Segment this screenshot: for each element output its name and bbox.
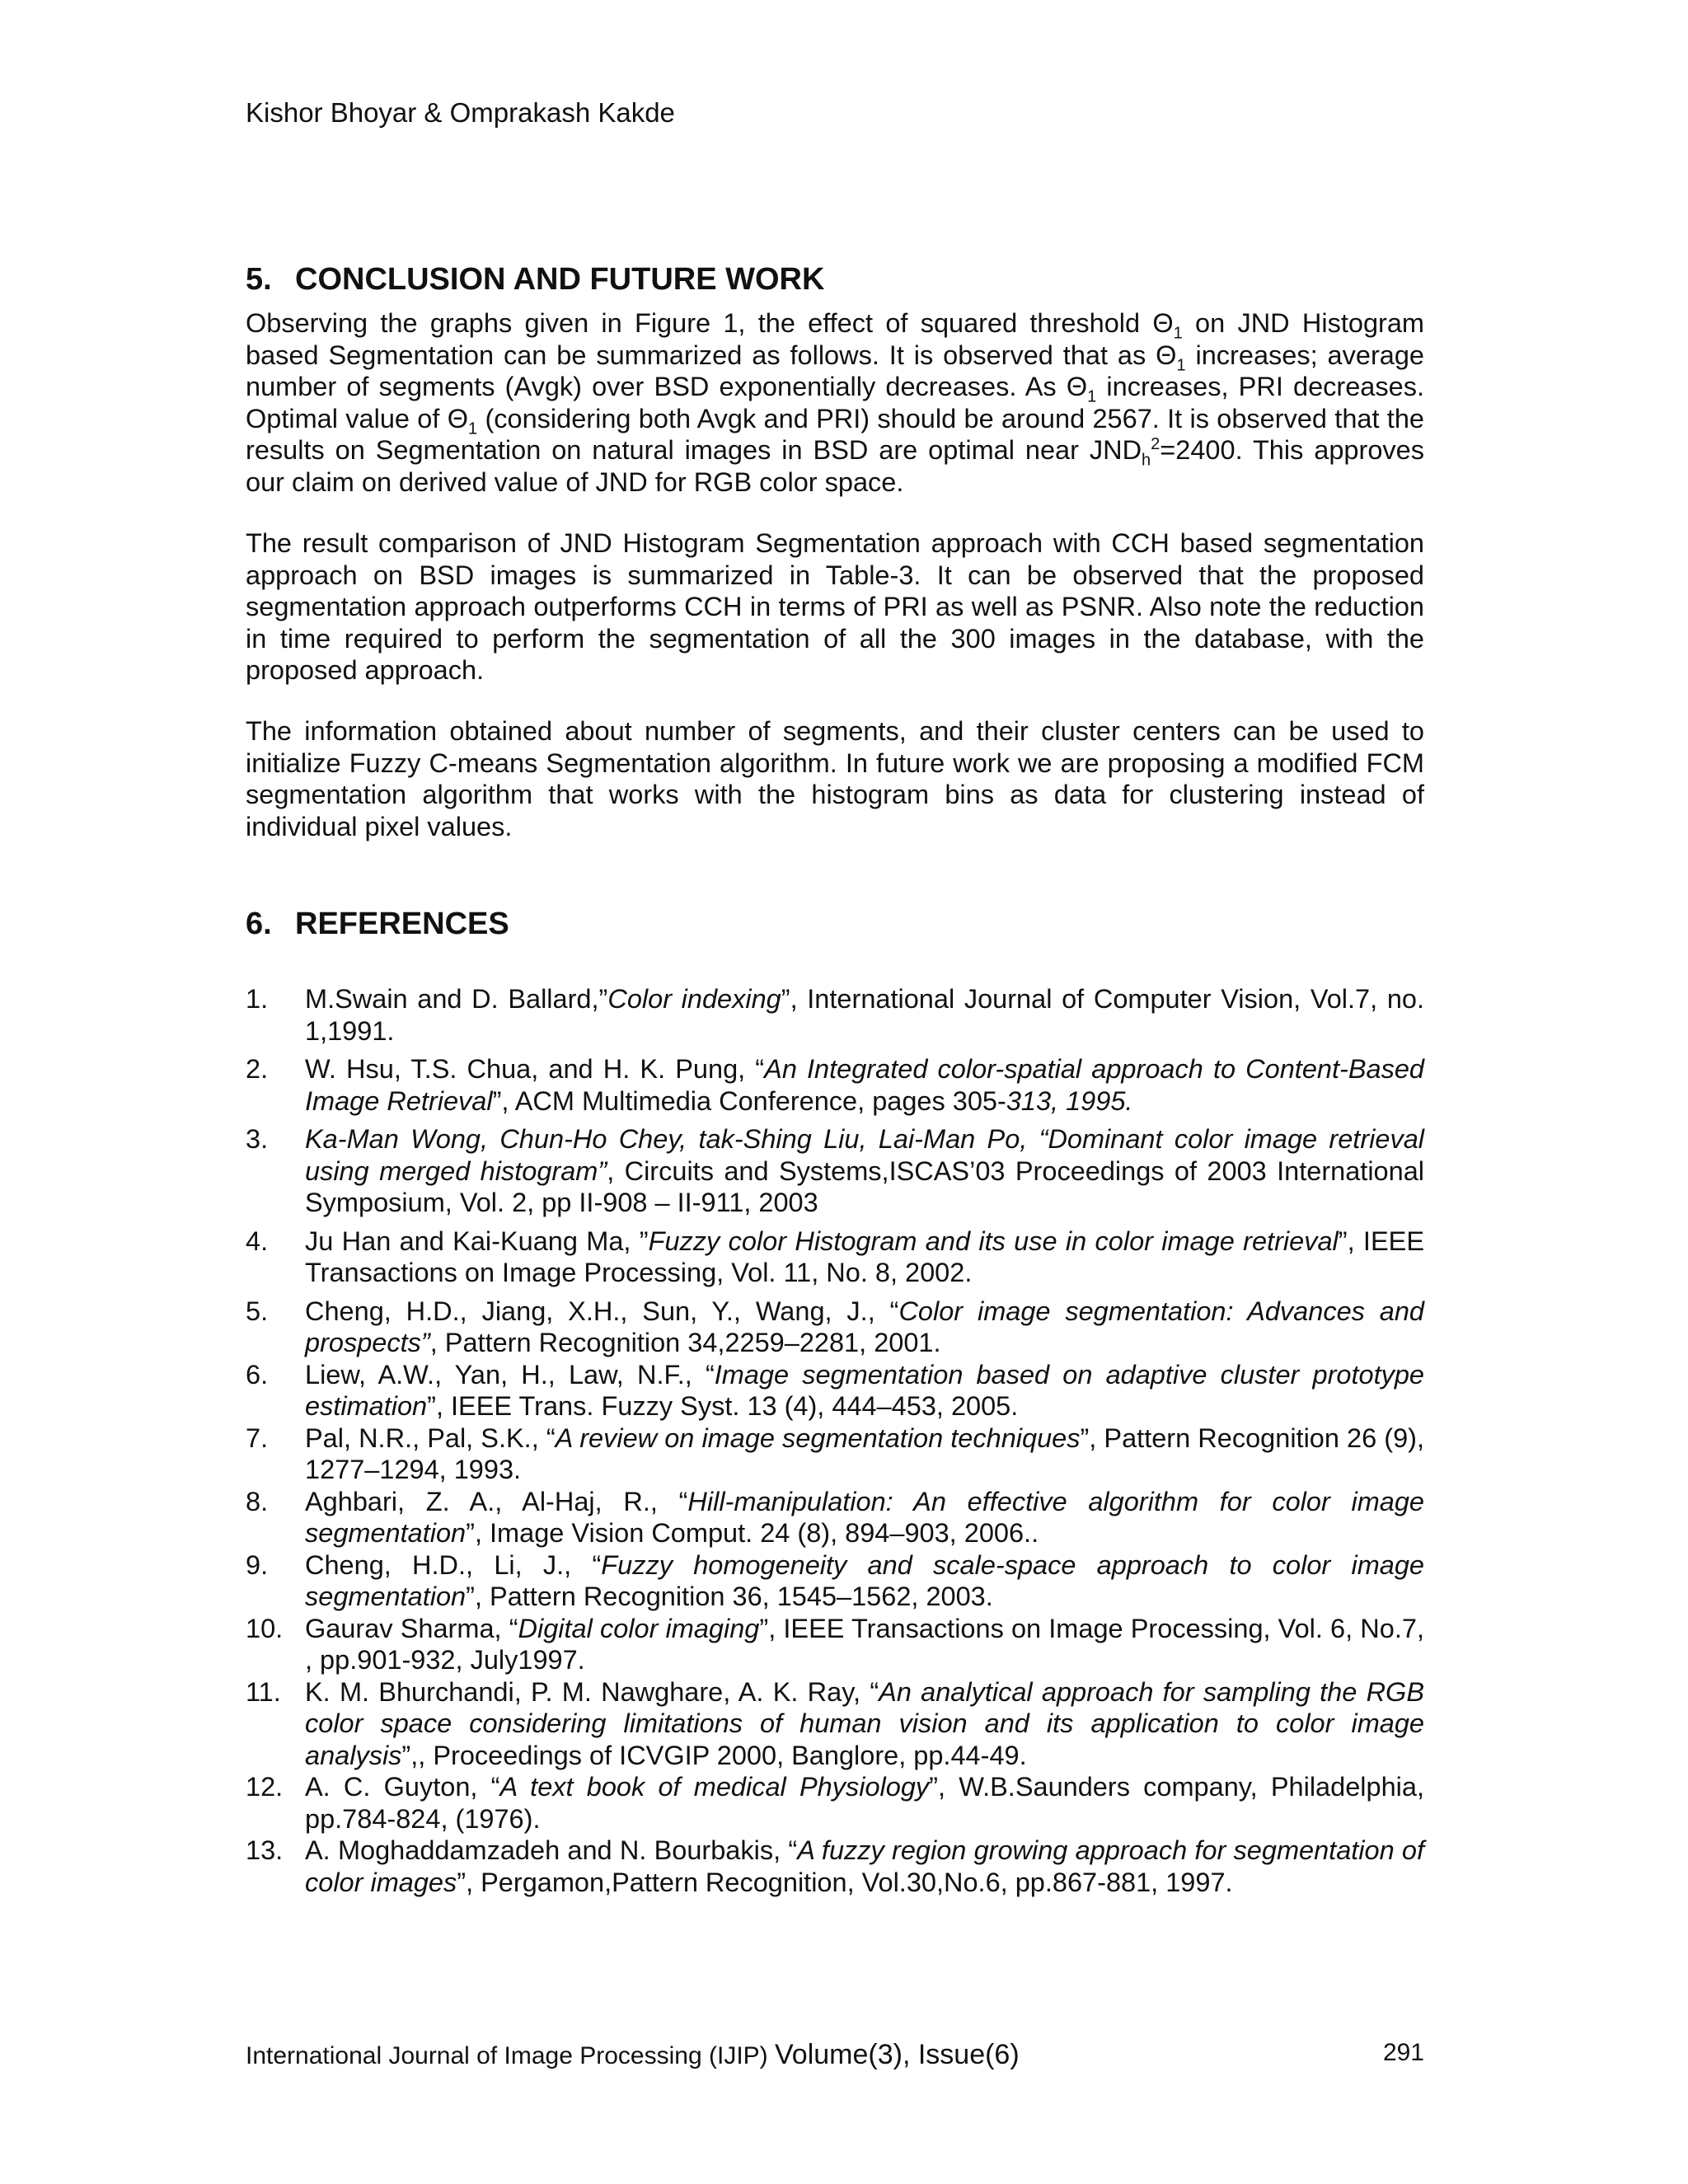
reference-title: Hill-manipulation: An effective algorithm for color image segmentation (305, 1486, 1424, 1548)
subscript: 1 (1173, 324, 1183, 343)
reference-item (246, 1771, 1424, 1835)
running-head: Kishor Bhoyar & Omprakash Kakde (246, 97, 675, 128)
conclusion-paragraph-1 (246, 307, 1424, 498)
text-run: Aghbari, Z. A., Al-Haj, R., “ (305, 1486, 688, 1516)
superscript: 2 (1151, 435, 1160, 454)
reference-number: 2. (246, 1054, 269, 1084)
text-run: increases, PRI decreases. Optimal value of Θ (246, 372, 1424, 434)
reference-number: 5. (246, 1296, 269, 1326)
reference-number: 7. (246, 1422, 269, 1453)
reference-item (246, 1123, 1424, 1219)
text-run: ”, ACM Multimedia Conference, pages 305- (492, 1085, 1006, 1116)
text-run: Cheng, H.D., Li, J., “ (305, 1549, 602, 1580)
reference-number: 8. (246, 1486, 269, 1516)
text-run: on JND Histogram based Segmentation can be summarized as follows. It is observed that as Θ (246, 308, 1424, 370)
reference-title: Ka-Man Wong, Chun-Ho Chey, tak-Shing Liu, Lai-Man Po, “Dominant color image retrieval using merged histogram” (305, 1124, 1424, 1186)
text-run: ”, IEEE Trans. Fuzzy Syst. 13 (4), 444–453, 2005. (427, 1391, 1019, 1421)
reference-number: 12. (246, 1772, 284, 1802)
reference-number: 10. (246, 1613, 284, 1643)
reference-title: Image segmentation based on adaptive cluster prototype estimation (305, 1359, 1425, 1421)
text-run: Ju Han and Kai-Kuang Ma, ” (305, 1226, 649, 1256)
reference-number: 11. (246, 1676, 281, 1707)
reference-title: An Integrated color-spatial approach to Content-Based Image Retrieval (305, 1054, 1424, 1116)
text-run: ”,, Proceedings of ICVGIP 2000, Banglore, pp.44-49. (401, 1740, 1027, 1770)
reference-list (246, 983, 1424, 1898)
text-run: ”, Image Vision Comput. 24 (8), 894–903, 2006.. (466, 1518, 1039, 1548)
paper-page (246, 0, 1424, 2184)
text-run: ”, IEEE Transactions on Image Processing, Vol. 11, No. 8, 2002. (305, 1226, 1424, 1287)
reference-item (246, 1549, 1424, 1613)
reference-title: Digital color imaging (518, 1613, 760, 1643)
text-run: ”, Pergamon,Pattern Recognition, Vol.30,No.6, pp.867-881, 1997. (457, 1867, 1233, 1897)
text-run: A. Moghaddamzadeh and N. Bourbakis, “ (305, 1835, 798, 1865)
reference-title: Color image segmentation: Advances and prospects” (305, 1296, 1425, 1357)
reference-number: 4. (246, 1226, 269, 1256)
subscript: 1 (1176, 356, 1186, 374)
reference-number: 1. (246, 984, 269, 1014)
text-run: Liew, A.W., Yan, H., Law, N.F., “ (305, 1359, 715, 1390)
text-run: ”, W.B.Saunders company, Philadelphia, pp.784-824, (1976). (305, 1772, 1424, 1834)
reference-item (246, 983, 1424, 1047)
section-title: CONCLUSION AND FUTURE WORK (295, 262, 825, 297)
reference-item (246, 1422, 1424, 1486)
reference-number: 3. (246, 1124, 269, 1154)
journal-name: International Journal of Image Processing (IJIP) (246, 2042, 775, 2069)
reference-item (246, 1835, 1424, 1898)
text-run: ”, Pattern Recognition 26 (9), 1277–1294, 1993. (305, 1422, 1425, 1484)
text-run: M.Swain and D. Ballard,” (305, 984, 608, 1014)
text-run: (considering both Avgk and PRI) should be around 2567. It is observed that the results on Segmentation on natural images in BSD are optimal near JND (246, 403, 1424, 465)
subscript: h (1142, 451, 1151, 470)
subscript: 1 (1087, 387, 1097, 406)
section-number: 5. (246, 262, 272, 297)
subscript: 1 (468, 419, 478, 438)
text-run: Cheng, H.D., Jiang, X.H., Sun, Y., Wang, J., “ (305, 1296, 899, 1326)
section-title: REFERENCES (295, 907, 509, 941)
reference-title: Color indexing (607, 984, 781, 1014)
reference-title: A text book of medical Physiology (499, 1772, 930, 1802)
text-run: Observing the graphs given in Figure 1, the effect of squared threshold Θ (246, 308, 1174, 338)
text-run: , Circuits and Systems,ISCAS’03 Proceedings of 2003 International Symposium, Vol. 2, pp II-908 – II-911, 2003 (305, 1155, 1424, 1217)
text-run: Pal, N.R., Pal, S.K., “ (305, 1422, 556, 1453)
reference-title: Fuzzy homogeneity and scale-space approach to color image segmentation (305, 1549, 1425, 1611)
text-run: increases; average number of segments (Avgk) over BSD exponentially decreases. As Θ (246, 340, 1424, 401)
footer-journal (246, 2039, 1020, 2071)
reference-title: An analytical approach for sampling the RGB color space considering limitations of human vision and its application to color image analysis (305, 1676, 1424, 1770)
text-run: A. C. Guyton, “ (305, 1772, 500, 1802)
text-run: =2400. This approves our claim on derived value of JND for RGB color space. (246, 435, 1424, 497)
conclusion-paragraph-2: The result comparison of JND Histogram Segmentation approach with CCH based segmentation approach on BSD images is summarized in Table-3. It can be observed that the proposed segmentation approach outperforms CCH in terms of PRI as well as PSNR. Also note the reduction in time required to perform the segmentation of all the 300 images in the database, with the proposed approach. (246, 528, 1424, 685)
reference-title: A fuzzy region growing approach for segmentation of color images (305, 1835, 1425, 1897)
section-5-heading (246, 262, 824, 298)
text-run: ”, IEEE Transactions on Image Processing, Vol. 6, No.7, , pp.901-932, July1997. (305, 1613, 1424, 1675)
reference-number: 9. (246, 1549, 269, 1580)
section-number: 6. (246, 907, 272, 941)
reference-item (246, 1486, 1424, 1549)
page-number: 291 (1382, 2039, 1424, 2066)
journal-volume: Volume(3), Issue(6) (774, 2039, 1020, 2070)
reference-number: 6. (246, 1359, 269, 1390)
reference-title: A review on image segmentation techniques (555, 1422, 1081, 1453)
text-run: ”, Pattern Recognition 36, 1545–1562, 2003. (466, 1582, 993, 1611)
reference-item (246, 1296, 1424, 1359)
reference-item (246, 1053, 1424, 1117)
reference-title: Fuzzy color Histogram and its use in color image retrieval (648, 1226, 1339, 1256)
text-run: W. Hsu, T.S. Chua, and H. K. Pung, “ (305, 1054, 765, 1084)
reference-item (246, 1359, 1424, 1422)
conclusion-paragraph-3: The information obtained about number of segments, and their cluster centers can be used to initialize Fuzzy C-means Segmentation algorithm. In future work we are proposing a modified FCM segmentation algorithm that works with the histogram bins as data for clustering instead of individual pixel values. (246, 716, 1424, 841)
text-run: , Pattern Recognition 34,2259–2281, 2001. (429, 1328, 941, 1357)
text-run: ”, International Journal of Computer Vision, Vol.7, no. 1,1991. (305, 984, 1424, 1046)
section-6-heading (246, 907, 509, 942)
reference-item (246, 1613, 1424, 1676)
text-run: Gaurav Sharma, “ (305, 1613, 518, 1643)
reference-number: 13. (246, 1835, 284, 1865)
text-run: K. M. Bhurchandi, P. M. Nawghare, A. K. Ray, “ (305, 1676, 879, 1707)
reference-title: 313, 1995. (1006, 1085, 1133, 1116)
reference-item (246, 1226, 1424, 1289)
reference-item (246, 1676, 1424, 1772)
